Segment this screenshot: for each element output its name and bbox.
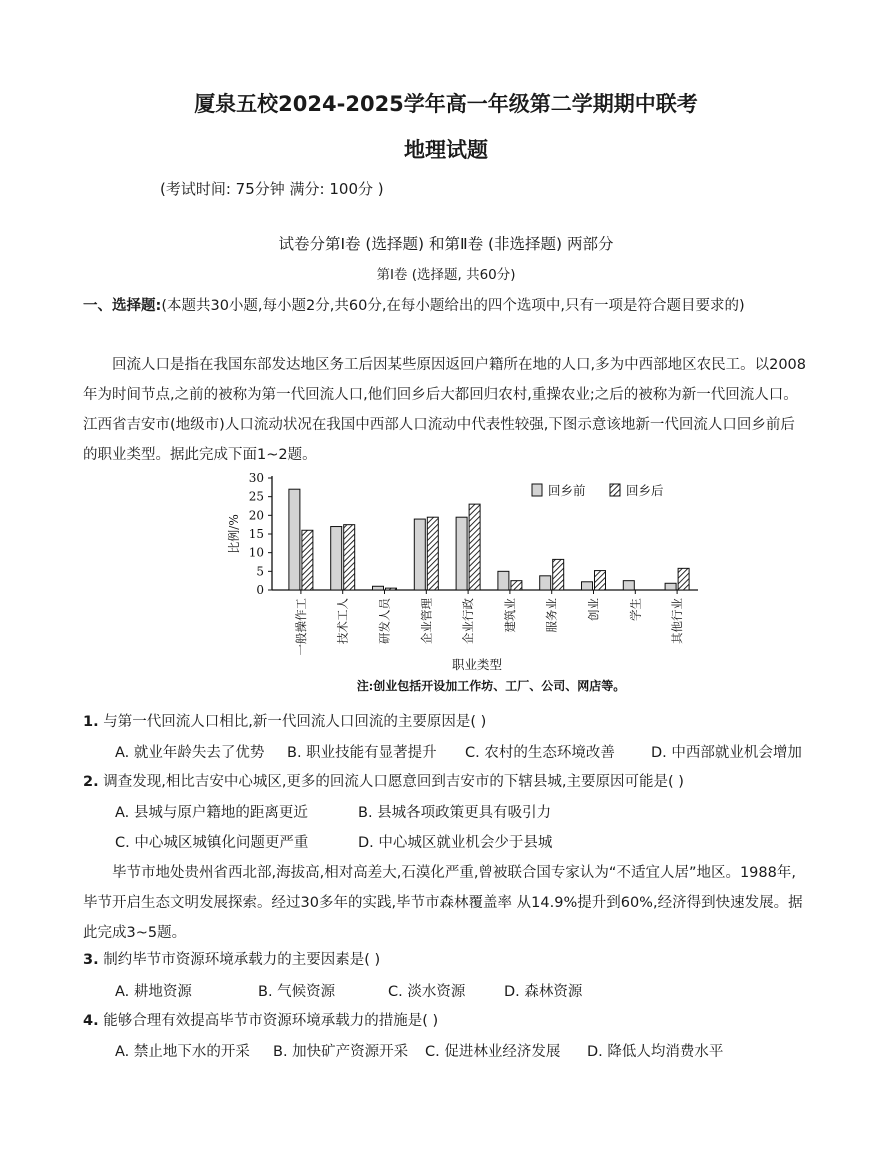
- bar-before: [331, 527, 342, 590]
- x-tick-label: 创业: [586, 598, 601, 621]
- bar-before: [582, 582, 593, 590]
- bar-before: [498, 571, 509, 590]
- q4-option-b[interactable]: B. 加快矿产资源开采: [273, 1044, 409, 1060]
- q3-number: 3.: [83, 952, 99, 968]
- q4-option-d[interactable]: D. 降低人均消费水平: [587, 1044, 724, 1060]
- bar-after: [678, 568, 689, 590]
- bar-before: [289, 489, 300, 590]
- x-tick-label: 学生: [628, 598, 643, 621]
- q1-option-c[interactable]: C. 农村的生态环境改善: [465, 745, 615, 761]
- y-tick-label: 30: [248, 471, 264, 485]
- q4-option-a[interactable]: A. 禁止地下水的开采: [115, 1044, 250, 1060]
- question-1: [83, 710, 486, 731]
- q3-option-d[interactable]: D. 森林资源: [504, 984, 583, 1000]
- part-intro: 试卷分第Ⅰ卷 (选择题) 和第Ⅱ卷 (非选择题) 两部分: [278, 235, 614, 253]
- bar-before: [373, 586, 384, 590]
- bar-after: [553, 559, 564, 590]
- bar-after: [427, 517, 438, 590]
- q3-option-c[interactable]: C. 淡水资源: [388, 984, 466, 1000]
- q3-option-b[interactable]: B. 气候资源: [258, 984, 336, 1000]
- q2-option-c[interactable]: C. 中心城区城镇化问题更严重: [115, 835, 309, 851]
- bar-before: [623, 581, 634, 590]
- bar-after: [469, 504, 480, 590]
- section1-heading: [83, 291, 809, 321]
- x-tick-label: 企业行政: [461, 598, 476, 644]
- x-tick-label: 建筑业: [502, 598, 517, 633]
- exam-info: (考试时间: 75分钟 满分: 100分 ): [160, 180, 384, 198]
- chart-note: 注:创业包括开设加工作坊、工厂、公司、网店等。: [356, 679, 626, 693]
- question-3: [83, 948, 380, 969]
- section1-text: (本题共30小题,每小题2分,共60分,在每小题给出的四个选项中,只有一项是符合题目要求的): [161, 298, 745, 314]
- question-4: [83, 1009, 438, 1030]
- subject-title: 地理试题: [404, 138, 488, 162]
- q1-option-b[interactable]: B. 职业技能有显著提升: [287, 745, 437, 761]
- q3-stem: 制约毕节市资源环境承载力的主要因素是( ): [103, 952, 381, 968]
- bar-before: [665, 583, 676, 590]
- q3-option-a[interactable]: A. 耕地资源: [115, 984, 192, 1000]
- q1-option-d[interactable]: D. 中西部就业机会增加: [651, 745, 802, 761]
- x-tick-label: 技术工人: [335, 598, 350, 644]
- bar-after: [344, 525, 355, 590]
- passage-1: 回流人口是指在我国东部发达地区务工后因某些原因返回户籍所在地的人口,多为中西部地区农民工。以2008年为时间节点,之前的被称为第一代回流人口,他们回乡后大都回归农村,重操农业;之后的被称为新一代回流人口。江西省吉安市(地级市)人口流动状况在我国中西部人口流动中代表性较强,下图示意该地新一代回流人口回乡前后的职业类型。据此完成下面1~2题。: [83, 357, 807, 463]
- legend-label: 回乡前: [548, 483, 586, 498]
- q2-option-a[interactable]: A. 县城与原户籍地的距离更近: [115, 805, 308, 821]
- passage-2: 毕节市地处贵州省西北部,海拔高,相对高差大,石漠化严重,曾被联合国专家认为“不适宜人居”地区。1988年,毕节开启生态文明发展探索。经过30多年的实践,毕节市森林覆盖率 从14.9%提升到60%,经济得到快速发展。据此完成3~5题。: [83, 865, 803, 941]
- x-tick-label: 企业管理: [419, 598, 434, 644]
- bar-after: [302, 530, 313, 590]
- part1-title: 第Ⅰ卷 (选择题, 共60分): [376, 267, 516, 283]
- q4-stem: 能够合理有效提高毕节市资源环境承载力的措施是( ): [103, 1013, 439, 1029]
- y-tick-label: 20: [248, 508, 264, 523]
- x-tick-label: 研发人员: [377, 598, 392, 644]
- y-axis-label: 比例/%: [227, 514, 241, 554]
- section1-label: 一、选择题:: [83, 298, 162, 314]
- legend-swatch: [532, 484, 542, 496]
- bar-before: [540, 576, 551, 590]
- q1-stem: 与第一代回流人口相比,新一代回流人口回流的主要原因是( ): [103, 714, 487, 730]
- q2-stem: 调查发现,相比吉安中心城区,更多的回流人口愿意回到吉安市的下辖县城,主要原因可能是( ): [103, 774, 684, 790]
- x-tick-label: 其他行业: [670, 598, 685, 644]
- q1-number: 1.: [83, 714, 99, 730]
- exam-title: 厦泉五校2024-2025学年高一年级第二学期期中联考: [194, 92, 698, 116]
- y-tick-label: 10: [248, 545, 264, 560]
- bar-after: [386, 588, 397, 590]
- occupation-bar-chart: [222, 468, 712, 696]
- y-tick-label: 0: [256, 583, 264, 597]
- x-axis-label: 职业类型: [451, 657, 503, 672]
- q1-option-a[interactable]: A. 就业年龄失去了优势: [115, 745, 265, 761]
- legend-label: 回乡后: [626, 483, 664, 498]
- legend-swatch: [610, 484, 620, 496]
- bar-after: [511, 581, 522, 590]
- q2-option-d[interactable]: D. 中心城区就业机会少于县城: [358, 835, 553, 851]
- q2-number: 2.: [83, 774, 99, 790]
- y-tick-label: 15: [248, 527, 264, 541]
- x-tick-label: 一般操作工: [293, 598, 308, 656]
- y-tick-label: 5: [256, 564, 264, 579]
- bar-before: [456, 517, 467, 590]
- q2-option-b[interactable]: B. 县城各项政策更具有吸引力: [358, 805, 552, 821]
- q4-option-c[interactable]: C. 促进林业经济发展: [425, 1044, 561, 1060]
- question-2: [83, 770, 684, 791]
- y-tick-label: 25: [248, 489, 264, 504]
- x-tick-label: 服务业: [544, 598, 559, 633]
- bar-after: [595, 571, 606, 590]
- q4-number: 4.: [83, 1013, 99, 1029]
- bar-before: [414, 519, 425, 590]
